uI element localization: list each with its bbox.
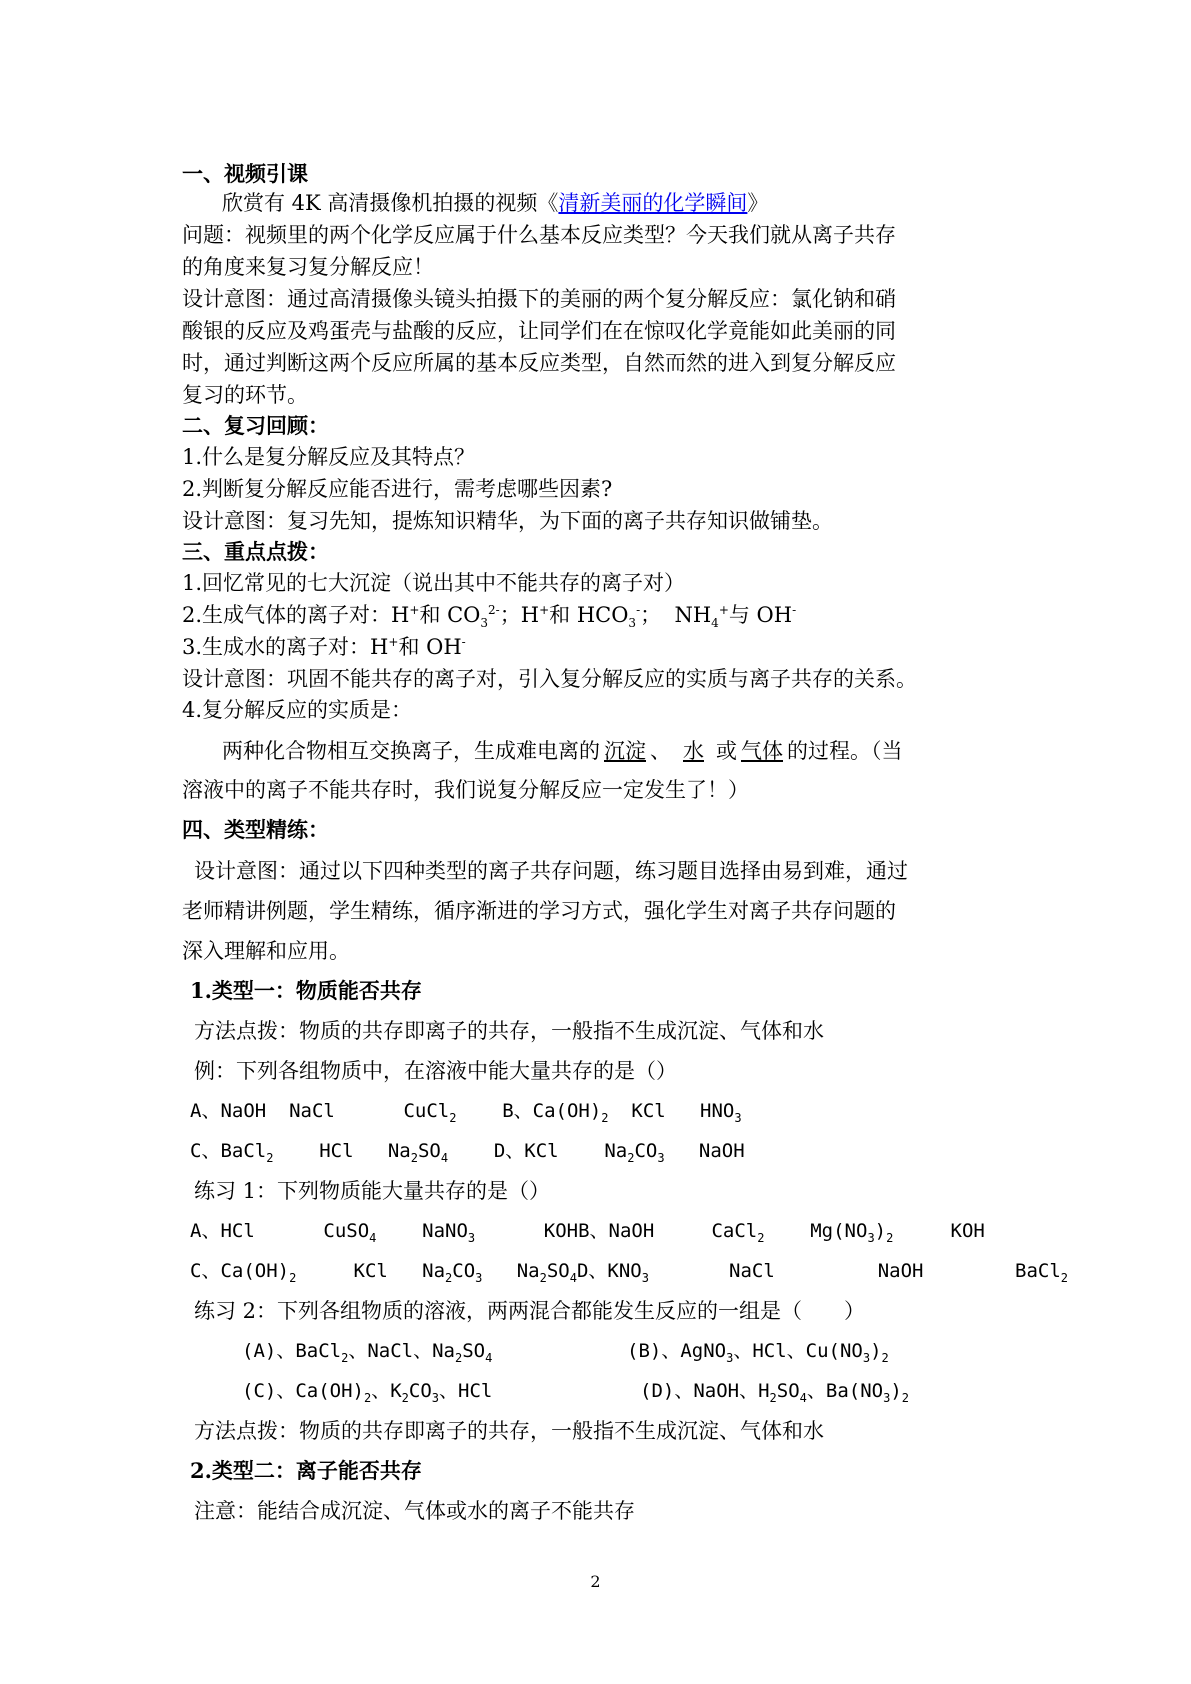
design-intent-1-line-3: 时，通过判断这两个反应所属的基本反应类型，自然而然的进入到复分解反应 <box>182 351 896 375</box>
section-1-title: 一、视频引课 <box>182 161 308 186</box>
type-2-title: 2.类型二：离子能否共存 <box>190 1458 422 1483</box>
design-intent-1-line-4: 复习的环节。 <box>182 383 308 407</box>
design-intent-1-line-1: 设计意图：通过高清摄像头镜头拍摄下的美丽的两个复分解反应：氯化钠和硝 <box>182 287 896 311</box>
essence-text-a: 两种化合物相互交换离子，生成难电离的 <box>222 739 600 763</box>
design-intent-2: 设计意图：复习先知，提炼知识精华，为下面的离子共存知识做铺垫。 <box>182 509 833 533</box>
section-3-title: 三、重点点拨： <box>182 539 329 564</box>
practice-2-option-a: (A)、BaCl$_2$、NaCl、$Na_2SO_4$ <box>242 1340 493 1365</box>
video-intro-text: 欣赏有 4K 高清摄像机拍摄的视频《 <box>222 191 559 215</box>
blank-water: 水 <box>683 739 704 763</box>
blank-gas: 气体 <box>741 739 783 763</box>
question-line-1: 问题：视频里的两个化学反应属于什么基本反应类型？今天我们就从离子共存 <box>182 223 896 247</box>
essence-sep-2: 或 <box>716 739 737 763</box>
example-option-row-2: C、BaCl$_2$ HCl $Na_2SO_4$ D、KCl $Na_2CO_3$ NaOH <box>190 1140 745 1165</box>
design-intent-1-line-2: 酸银的反应及鸡蛋壳与盐酸的反应，让同学们在在惊叹化学竟能如此美丽的同 <box>182 319 896 343</box>
practice-2-option-d: (D)、NaOH、$H_2SO_4$、$Ba(NO_3)_2$ <box>640 1380 909 1405</box>
review-item-1: 1.什么是复分解反应及其特点？ <box>182 445 476 469</box>
video-link[interactable]: 清新美丽的化学瞬间 <box>558 191 748 215</box>
design-intent-4-line-1: 设计意图：通过以下四种类型的离子共存问题，练习题目选择由易到难，通过 <box>194 859 908 883</box>
essence-text-b: 的过程。（当 <box>787 739 903 763</box>
gas-ion-pairs: H+和 $CO_3^{2-}$；H+和 $HCO_3^-$； $NH_4^+$与 OH- <box>391 603 797 631</box>
type-1-title: 1.类型一：物质能否共存 <box>190 978 422 1003</box>
key-item-3-label: 3.生成水的离子对： <box>182 635 371 659</box>
type-1-method: 方法点拨：物质的共存即离子的共存，一般指不生成沉淀、气体和水 <box>194 1019 824 1043</box>
example-option-row-1: A、NaOH NaCl CuCl$_2$ B、$Ca(OH)_2$ KCl $HNO_3$ <box>190 1100 742 1125</box>
practice-2-option-c: (C)、$Ca(OH)_2$、$K_2CO_3$、HCl <box>242 1380 493 1405</box>
key-item-3 <box>182 634 466 660</box>
design-intent-4-line-3: 深入理解和应用。 <box>182 939 350 963</box>
essence-line-2: 溶液中的离子不能共存时，我们说复分解反应一定发生了！） <box>182 778 749 802</box>
water-ion-pair: H+和 OH- <box>370 635 466 659</box>
type-2-note: 注意：能结合成沉淀、气体或水的离子不能共存 <box>194 1499 635 1523</box>
type-1-method-repeat: 方法点拨：物质的共存即离子的共存，一般指不生成沉淀、气体和水 <box>194 1419 824 1443</box>
question-line-2: 的角度来复习复分解反应！ <box>182 255 434 279</box>
design-intent-4-line-2: 老师精讲例题，学生精练，循序渐进的学习方式，强化学生对离子共存问题的 <box>182 899 896 923</box>
key-item-1: 1.回忆常见的七大沉淀（说出其中不能共存的离子对） <box>182 571 686 595</box>
blank-precipitate: 沉淀 <box>604 739 646 763</box>
key-item-2-label: 2.生成气体的离子对： <box>182 603 392 627</box>
video-intro-line <box>222 190 768 216</box>
section-4-title: 四、类型精练： <box>182 817 329 842</box>
review-item-2: 2.判断复分解反应能否进行，需考虑哪些因素? <box>182 477 613 501</box>
section-2-title: 二、复习回顾： <box>182 413 329 438</box>
practice-2-question: 练习 2：下列各组物质的溶液，两两混合都能发生反应的一组是（ ） <box>194 1299 866 1323</box>
design-intent-3: 设计意图：巩固不能共存的离子对，引入复分解反应的实质与离子共存的关系。 <box>182 667 917 691</box>
practice-1-option-row-2: C、$Ca(OH)_2$ KCl $Na_2CO_3$ $Na_2SO_4D$、$KNO_3$ NaCl NaOH BaCl$_2$ <box>190 1260 1068 1285</box>
practice-2-option-b: (B)、AgNO$_3$、HCl、$Cu(NO_3)_2$ <box>627 1340 889 1365</box>
key-item-4: 4.复分解反应的实质是： <box>182 698 413 722</box>
type-1-example: 例：下列各组物质中，在溶液中能大量共存的是（） <box>194 1059 677 1083</box>
video-intro-close: 》 <box>747 191 769 215</box>
practice-1-option-row-1: A、HCl CuSO$_4$ NaNO$_3$ KOHB、NaOH CaCl$_2$ $Mg(NO_3)_2$ KOH <box>190 1220 985 1245</box>
essence-line-1 <box>222 738 903 764</box>
page-number: 2 <box>590 1572 601 1591</box>
practice-1-question: 练习 1：下列物质能大量共存的是（） <box>194 1179 551 1203</box>
essence-sep-1: 、 <box>650 739 671 763</box>
key-item-2 <box>182 602 797 631</box>
